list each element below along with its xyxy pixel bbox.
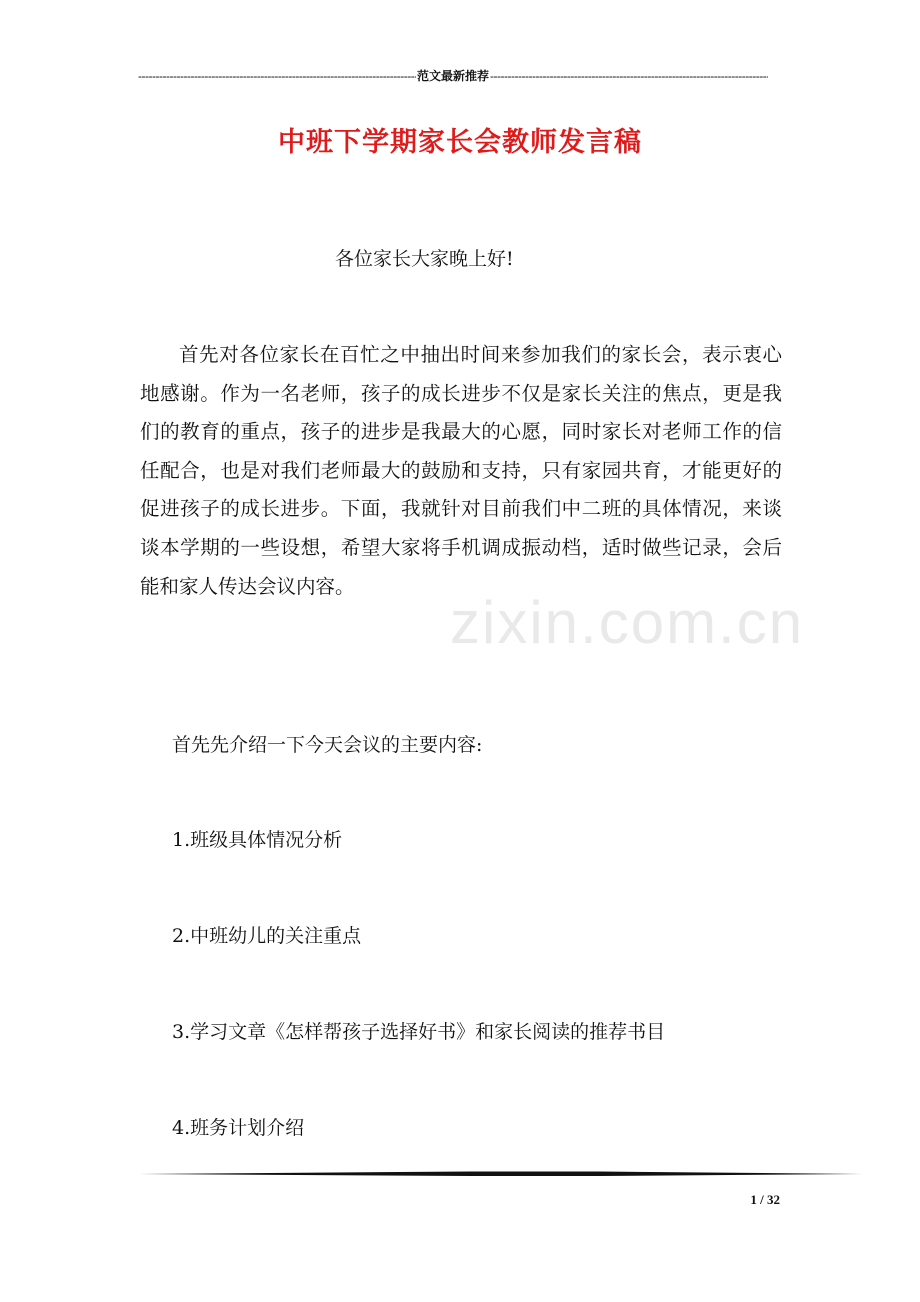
page-header xyxy=(138,68,768,84)
watermark: zixin.com.cn xyxy=(450,589,805,656)
agenda-item: 2.中班幼儿的关注重点 xyxy=(172,925,362,947)
opening-paragraph: 首先对各位家长在百忙之中抽出时间来参加我们的家长会，表示衷心地感谢。作为一名老师，孩子的成长进步不仅是家长关注的焦点，更是我们的教育的重点，孩子的进步是我最大的心愿，同时家长对老师工作的信任配合，也是对我们老师最大的鼓励和支持，只有家园共育，才能更好的促进孩子的成长进步。下面，我就针对目前我们中二班的具体情况，来谈谈本学期的一些设想，希望大家将手机调成振动档，适时做些记录，会后能和家人传达会议内容。 xyxy=(140,343,782,598)
document-title: 中班下学期家长会教师发言稿 xyxy=(278,127,642,158)
agenda-item: 4.班务计划介绍 xyxy=(172,1117,305,1139)
footer-divider xyxy=(140,1168,862,1182)
page-number: 1 / 32 xyxy=(750,1192,780,1207)
header-dashes-right xyxy=(490,68,768,84)
agenda-item: 1.班级具体情况分析 xyxy=(172,829,343,851)
agenda-intro: 首先先介绍一下今天会议的主要内容: xyxy=(172,734,483,756)
agenda-item: 3.学习文章《怎样帮孩子选择好书》和家长阅读的推荐书目 xyxy=(172,1021,666,1043)
header-dashes-left xyxy=(138,68,416,84)
header-label: 范文最新推荐 xyxy=(417,69,490,83)
greeting: 各位家长大家晚上好! xyxy=(335,248,514,270)
